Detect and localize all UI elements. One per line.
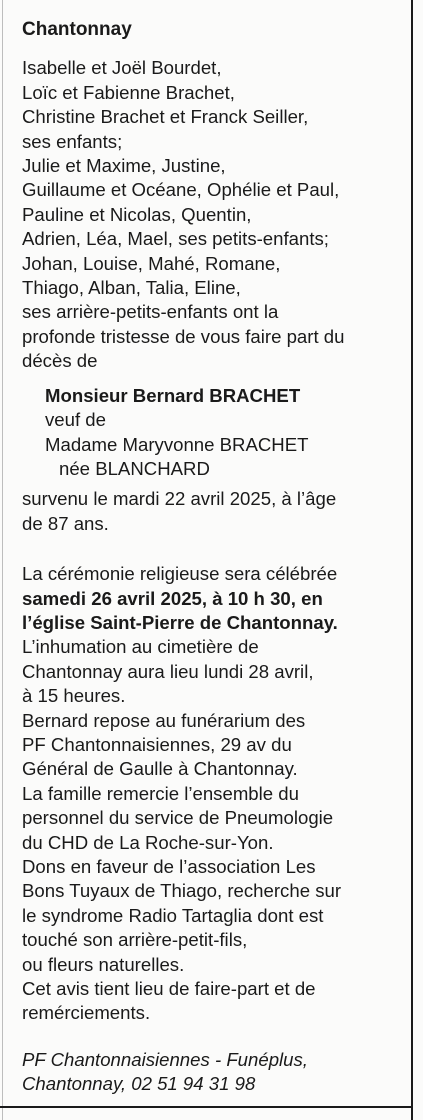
deceased-status: veuf de <box>45 409 106 431</box>
family-line: Adrien, Léa, Mael, ses petits-enfants; <box>22 228 329 250</box>
deceased-block <box>45 384 408 482</box>
ceremony-place: l’église Saint-Pierre de Chantonnay. <box>22 611 338 633</box>
ceremony-date: samedi 26 avril 2025, à 10 h 30, en <box>22 587 323 609</box>
detail-line: Bernard repose au funérarium des <box>22 709 306 731</box>
notice-body <box>22 18 408 1097</box>
bottom-rule <box>0 1106 413 1108</box>
detail-line: L’inhumation au cimetière de <box>22 636 259 658</box>
family-line: profonde tristesse de vous faire part du <box>22 325 345 347</box>
family-line: Christine Brachet et Franck Seiller, <box>22 106 309 128</box>
deceased-name: Monsieur Bernard BRACHET <box>45 384 301 406</box>
family-line: Pauline et Nicolas, Quentin, <box>22 203 252 225</box>
detail-line: remérciements. <box>22 1002 151 1024</box>
family-line: décès de <box>22 350 98 372</box>
family-line: Guillaume et Océane, Ophélie et Paul, <box>22 179 340 201</box>
detail-line: Général de Gaulle à Chantonnay. <box>22 758 298 780</box>
funeral-home-signature <box>22 1048 408 1097</box>
family-line: Johan, Louise, Mahé, Romane, <box>22 252 281 274</box>
family-section <box>22 56 408 373</box>
death-line: survenu le mardi 22 avril 2025, à l’âge <box>22 488 337 510</box>
detail-line: personnel du service de Pneumologie <box>22 807 334 829</box>
signature-line: Chantonnay, 02 51 94 31 98 <box>22 1073 256 1095</box>
family-line: Isabelle et Joël Bourdet, <box>22 57 222 79</box>
detail-line: PF Chantonnaisiennes, 29 av du <box>22 733 292 755</box>
family-line: Julie et Maxime, Justine, <box>22 155 226 177</box>
family-line: Thiago, Alban, Talia, Eline, <box>22 277 241 299</box>
detail-line: Dons en faveur de l’association Les <box>22 856 316 877</box>
deceased-spouse: Madame Maryvonne BRACHET <box>45 433 309 455</box>
detail-line: à 15 heures. <box>22 685 126 707</box>
detail-line: La famille remercie l’ensemble du <box>22 782 299 804</box>
deceased-maiden-name: née BLANCHARD <box>59 457 210 479</box>
ceremony-section <box>22 562 408 635</box>
detail-line: ou fleurs naturelles. <box>22 953 185 975</box>
death-line: de 87 ans. <box>22 512 109 534</box>
detail-line: Chantonnay aura lieu lundi 28 avril, <box>22 660 314 682</box>
left-border <box>2 0 3 1120</box>
detail-line: Bons Tuyaux de Thiago, recherche sur <box>22 880 342 902</box>
death-section <box>22 487 408 536</box>
family-line: Loïc et Fabienne Brachet, <box>22 81 235 103</box>
ceremony-intro: La cérémonie religieuse sera célébrée <box>22 563 338 585</box>
detail-line: Cet avis tient lieu de faire-part et de <box>22 978 316 1000</box>
right-column-rule <box>411 0 413 1120</box>
detail-line: touché son arrière-petit-fils, <box>22 929 248 951</box>
detail-line: le syndrome Radio Tartaglia dont est <box>22 904 324 926</box>
detail-line: du CHD de La Roche-sur-Yon. <box>22 831 274 853</box>
family-line: ses arrière-petits-enfants ont la <box>22 301 279 323</box>
details-section <box>22 635 408 1026</box>
family-line: ses enfants; <box>22 130 123 152</box>
location-heading: Chantonnay <box>22 19 132 40</box>
signature-line: PF Chantonnaisiennes - Funéplus, <box>22 1048 308 1070</box>
